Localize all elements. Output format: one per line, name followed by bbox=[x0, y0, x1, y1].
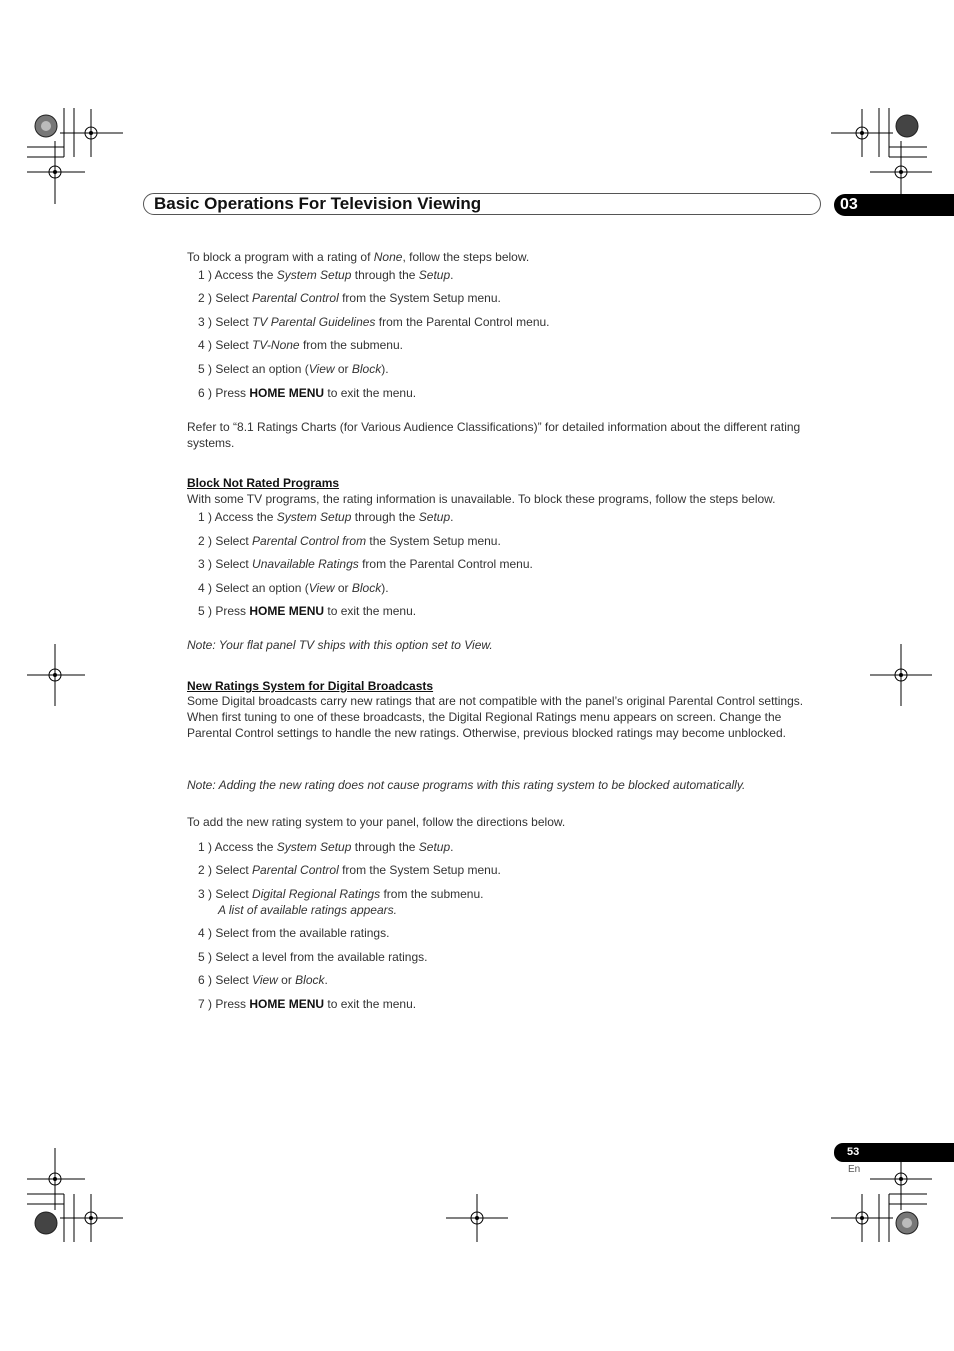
list-item: 5 ) Select an option (View or Block). bbox=[198, 362, 389, 376]
section3-directions: To add the new rating system to your panel, follow the directions below. bbox=[187, 815, 566, 829]
section2-intro: With some TV programs, the rating information is unavailable. To block these programs, follow the steps below. bbox=[187, 492, 776, 506]
section2-note: Note: Your flat panel TV ships with this option set to View. bbox=[187, 638, 493, 652]
list-item: 6 ) Select View or Block. bbox=[198, 973, 328, 987]
page-title: Basic Operations For Television Viewing bbox=[154, 194, 482, 213]
section3-intro: Some Digital broadcasts carry new ratings that are not compatible with the panel’s original Parental Control settings. When first tuning to one of these broadcasts, the Digital Regional Ratings menu appears on screen. Change the Parental Control settings to handle the new ratings. Otherwise, previous blocked ratings may become unblocked. bbox=[187, 694, 804, 740]
list-item: 3 ) Select Unavailable Ratings from the Parental Control menu. bbox=[198, 557, 533, 571]
list-item: 1 ) Access the System Setup through the Setup. bbox=[198, 510, 454, 524]
list-item-subnote: A list of available ratings appears. bbox=[218, 903, 397, 917]
section3-note: Note: Adding the new rating does not cause programs with this rating system to be blocked automatically. bbox=[187, 778, 746, 792]
list-item: 3 ) Select TV Parental Guidelines from the Parental Control menu. bbox=[198, 315, 550, 329]
list-item: 1 ) Access the System Setup through the Setup. bbox=[198, 268, 454, 282]
section1-intro: To block a program with a rating of None, follow the steps below. bbox=[187, 250, 530, 264]
section-heading-new-ratings: New Ratings System for Digital Broadcasts bbox=[187, 679, 434, 693]
list-item: 2 ) Select Parental Control from the System Setup menu. bbox=[198, 534, 501, 548]
page-language: En bbox=[848, 1164, 861, 1175]
list-item: 4 ) Select an option (View or Block). bbox=[198, 581, 389, 595]
list-item: 2 ) Select Parental Control from the System Setup menu. bbox=[198, 291, 501, 305]
page-number: 53 bbox=[847, 1146, 860, 1158]
list-item: 6 ) Press HOME MENU to exit the menu. bbox=[198, 386, 417, 400]
list-item: 5 ) Select a level from the available ratings. bbox=[198, 950, 428, 964]
list-item: 1 ) Access the System Setup through the Setup. bbox=[198, 840, 454, 854]
list-item: 7 ) Press HOME MENU to exit the menu. bbox=[198, 997, 417, 1011]
section1-refer: Refer to “8.1 Ratings Charts (for Various Audience Classifications)” for detailed information about the different rating systems. bbox=[187, 420, 801, 450]
list-item: 2 ) Select Parental Control from the System Setup menu. bbox=[198, 863, 501, 877]
list-item: 5 ) Press HOME MENU to exit the menu. bbox=[198, 604, 417, 618]
chapter-number: 03 bbox=[840, 196, 858, 213]
section-heading-block-not-rated: Block Not Rated Programs bbox=[187, 476, 340, 490]
list-item: 4 ) Select from the available ratings. bbox=[198, 926, 390, 940]
list-item: 4 ) Select TV-None from the submenu. bbox=[198, 338, 403, 352]
list-item: 3 ) Select Digital Regional Ratings from the submenu. bbox=[198, 887, 484, 901]
